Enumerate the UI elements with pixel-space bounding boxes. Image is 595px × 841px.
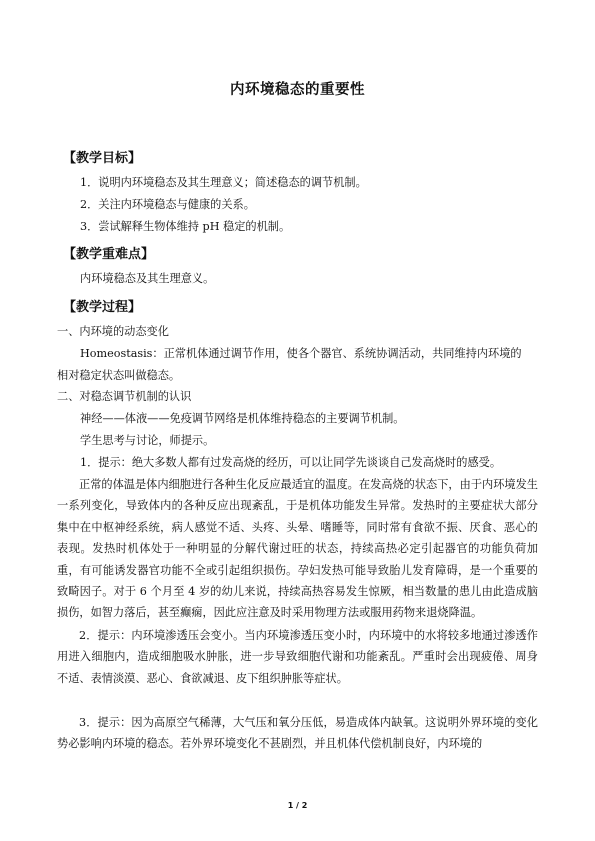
section-heading-goals: 【教学目标】 <box>63 151 142 166</box>
paragraph-regulation-network: 神经——体液——免疫调节网络是机体维持稳态的主要调节机制。 <box>80 412 405 425</box>
homeostasis-definition-line1: Homeostasis：正常机体通过调节作用，使各个器官、系统协调活动，共同维持内环境的 <box>80 347 522 360</box>
paragraph-hint-2: 2．提示：内环境渗透压会变小。当内环境渗透压变小时，内环境中的水将较多地通过渗透作用进入细胞内，造成细胞吸水肿胀，进一步导致细胞代谢和功能紊乱。严重时会出现疲倦、周身不适、表情淡漠、恶心、食欲减退、皮下组织肿胀等症状。 <box>57 629 538 685</box>
goal-item-3: 3．尝试解释生物体维持 pH 稳定的机制。 <box>80 220 291 233</box>
homeostasis-definition-line2: 相对稳定状态叫做稳态。 <box>57 369 181 382</box>
paragraph-hint-1: 1．提示：绝大多数人都有过发高烧的经历，可以让同学先谈谈自己发高烧时的感受。 <box>80 456 502 469</box>
page-number: 1 / 2 <box>287 801 308 810</box>
subheading-dynamic-change: 一、内环境的动态变化 <box>57 325 169 338</box>
section-heading-process: 【教学过程】 <box>63 300 142 315</box>
paragraph-fever-explanation: 正常的体温是体内细胞进行各种生化反应最适宜的温度。在发高烧的状态下，由于内环境发生一系列变化，导致体内的各种反应出现紊乱，于是机体功能发生异常。发热时的主要症状大部分集中在中枢神经系统，病人感觉不适、头疼、头晕、嗜睡等，同时常有食欲不振、厌食、恶心的表现。发热时机体处于一种明显的分解代谢过旺的状态，持续高热必定引起器官的功能负荷加重，有可能诱发器官功能不全或引起组织损伤。孕妇发热可能导致胎儿发育障碍，是一个重要的致畸因子。对于 6 个月至 4 岁的幼儿来说，持续高热容易发生惊厥，相当数量的患儿由此造成脑损伤，如智力落后，甚至癫痫，因此应注意及时采用物理方法或服用药物来退烧降温。 <box>57 478 538 620</box>
section-heading-key-points: 【教学重难点】 <box>63 247 155 262</box>
key-points-text: 内环境稳态及其生理意义。 <box>80 272 215 285</box>
goal-item-1: 1．说明内环境稳态及其生理意义；简述稳态的调节机制。 <box>80 176 367 189</box>
subheading-regulation-mechanism: 二、对稳态调节机制的认识 <box>57 390 192 403</box>
paragraph-hint-3: 3．提示：因为高原空气稀薄，大气压和氧分压低，易造成体内缺氧。这说明外界环境的变化势必影响内环境的稳态。若外界环境变化不甚剧烈，并且机体代偿机制良好，内环境的 <box>57 716 538 751</box>
page-title: 内环境稳态的重要性 <box>230 82 365 98</box>
goal-item-2: 2．关注内环境稳态与健康的关系。 <box>80 198 255 211</box>
paragraph-discussion: 学生思考与讨论，师提示。 <box>80 434 215 447</box>
